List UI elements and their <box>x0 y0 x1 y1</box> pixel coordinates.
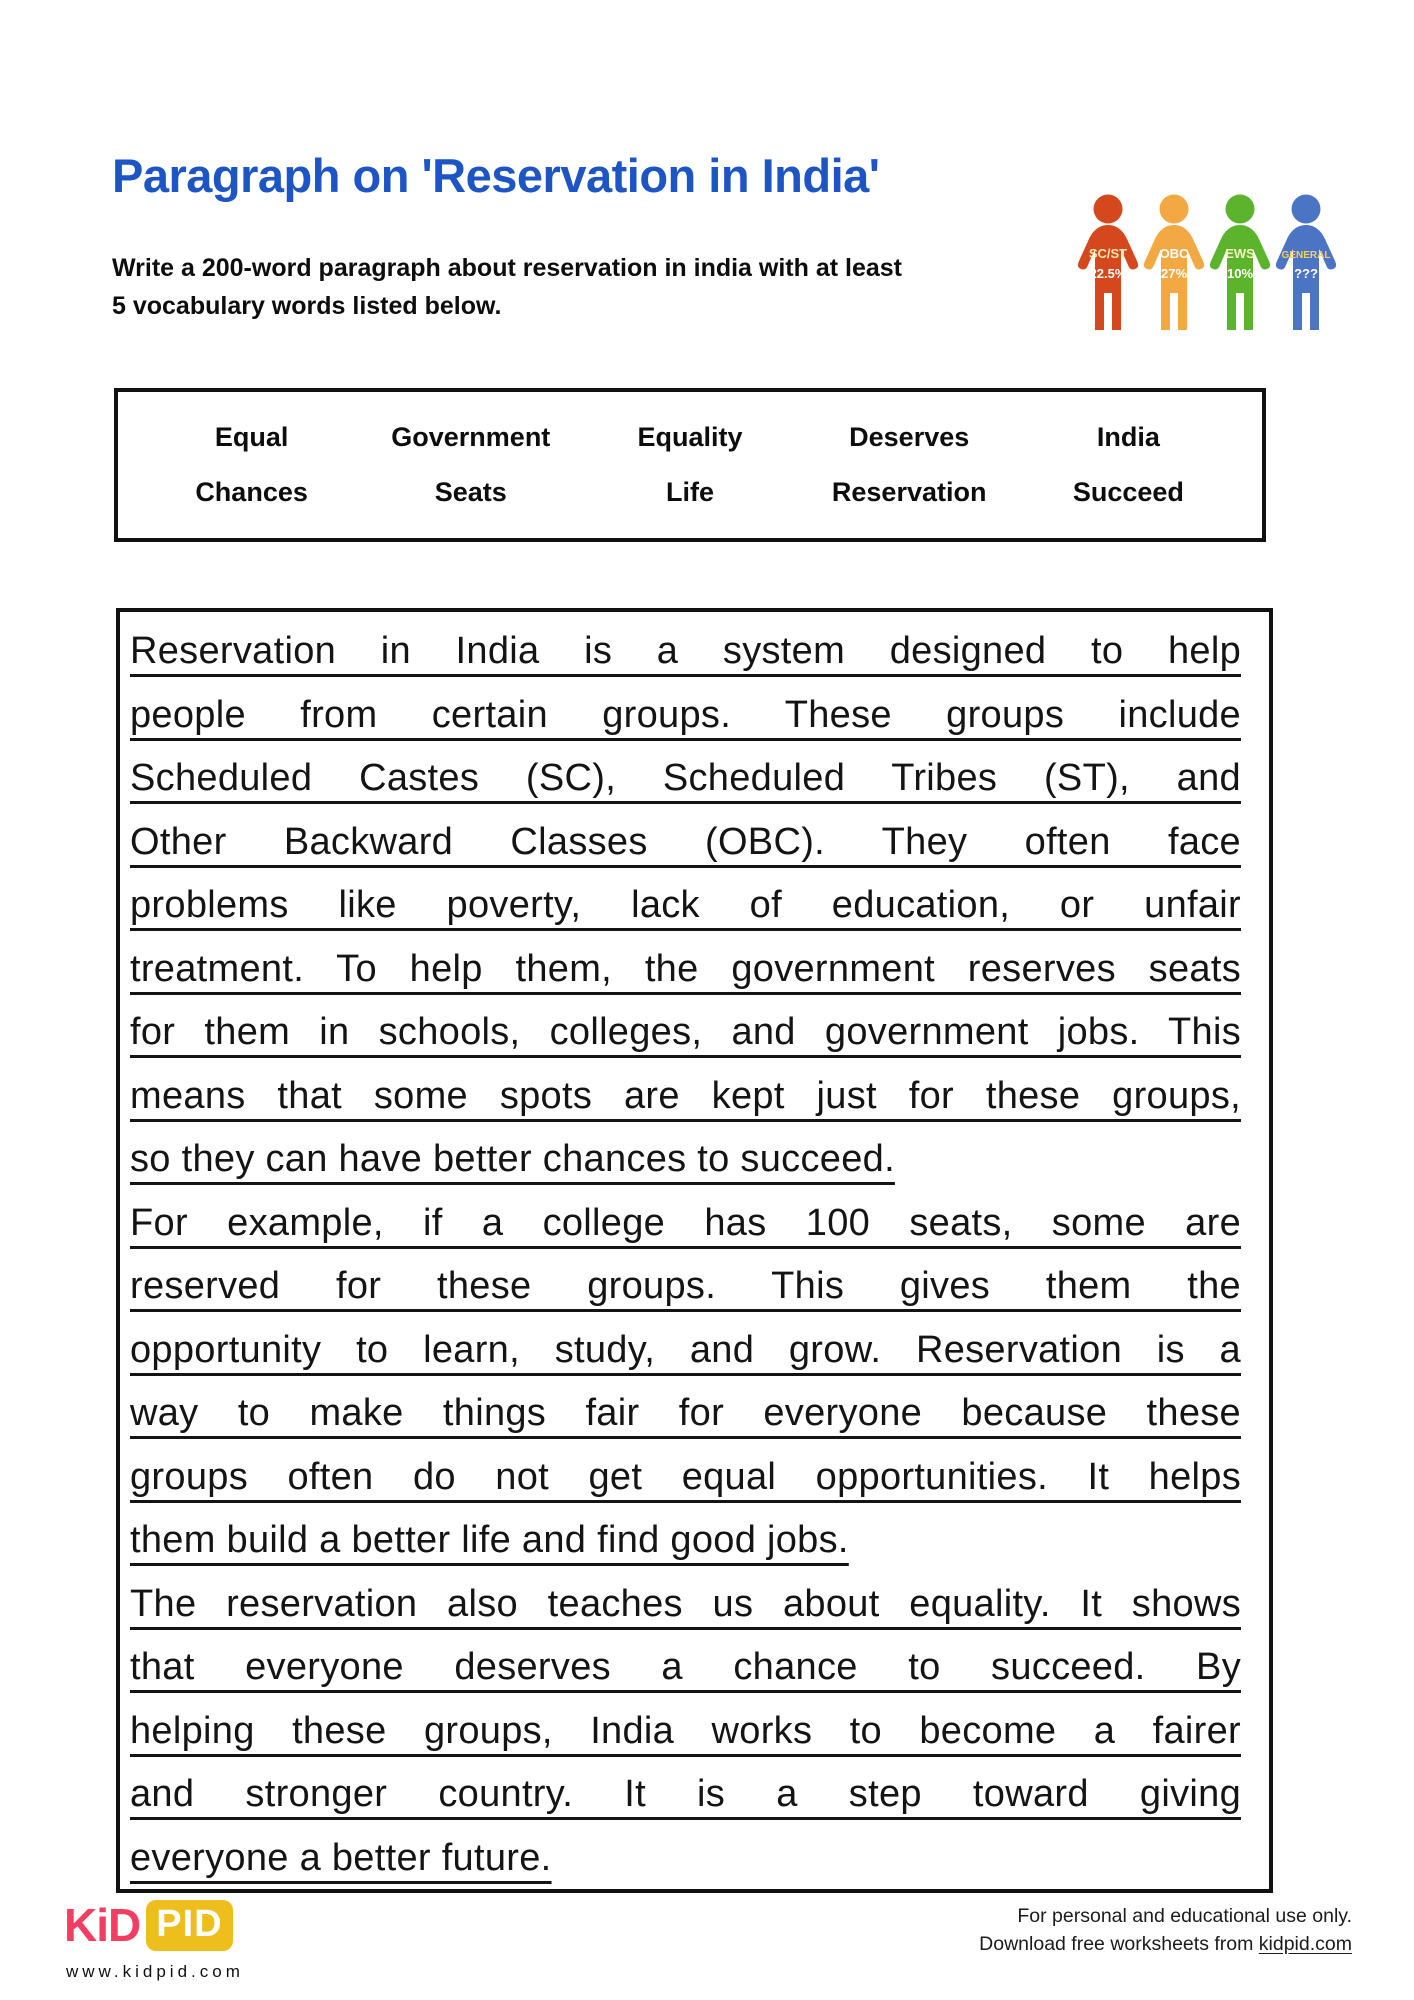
essay-line: people from certain groups. These groups include <box>130 693 1241 736</box>
kidpid-logo-pid-badge: PID <box>146 1900 232 1951</box>
essay-line: opportunity to learn, study, and grow. Reservation is a <box>130 1328 1241 1371</box>
instruction-line-1: Write a 200-word paragraph about reservation in india with at least <box>112 254 903 282</box>
essay-line: Other Backward Classes (OBC). They often face <box>130 820 1241 863</box>
essay-line: For example, if a college has 100 seats, some are <box>130 1201 1241 1244</box>
group-name-label: SC/ST <box>1088 246 1128 261</box>
vocab-word: Government <box>391 422 551 452</box>
essay-line: that everyone deserves a chance to succeed. By <box>130 1646 1241 1688</box>
group-percent-label: 27% <box>1160 266 1188 281</box>
essay-line: way to make things fair for everyone because these <box>130 1392 1241 1434</box>
essay-line: Reservation in India is a system designed to help <box>130 630 1241 672</box>
essay-line: and stronger country. It is a step toward giving <box>130 1773 1241 1815</box>
group-percent-label: ??? <box>1294 266 1318 281</box>
reservation-groups-illustration <box>1072 194 1360 336</box>
group-name-label: OBC <box>1159 246 1189 261</box>
vocab-word: India <box>1096 422 1160 452</box>
vocab-word: Chances <box>195 477 308 507</box>
usage-notice <box>979 1902 1352 1958</box>
page-title: Paragraph on 'Reservation in India' <box>112 149 880 202</box>
essay-line: helping these groups, India works to become a fairer <box>130 1709 1241 1752</box>
vocab-word: Succeed <box>1072 477 1184 507</box>
vocab-word: Reservation <box>831 477 987 507</box>
essay-answer-box <box>116 608 1273 1893</box>
vocabulary-word-bank <box>114 388 1266 542</box>
usage-notice-line-2-text: Download free worksheets from <box>979 1933 1259 1955</box>
website-url: www.kidpid.com <box>66 1962 244 1981</box>
vocab-word: Seats <box>434 477 507 507</box>
vocab-word: Life <box>665 477 714 507</box>
kidpid-logo-kid-text: KiD <box>64 1899 141 1951</box>
vocab-word: Deserves <box>849 422 970 452</box>
essay-line: Scheduled Castes (SC), Scheduled Tribes (ST), and <box>130 757 1241 799</box>
essay-line: treatment. To help them, the government reserves seats <box>130 947 1241 990</box>
group-percent-label: 10% <box>1226 266 1254 281</box>
kidpid-link[interactable]: kidpid.com <box>1258 1933 1352 1955</box>
essay-line: means that some spots are kept just for these groups, <box>130 1074 1241 1117</box>
essay-line: groups often do not get equal opportunities. It helps <box>130 1455 1241 1498</box>
instruction-text <box>112 249 902 325</box>
vocab-word: Equal <box>214 422 289 452</box>
usage-notice-line-1: For personal and educational use only. <box>1017 1905 1352 1927</box>
kidpid-logo <box>64 1898 233 1952</box>
group-percent-label: 22.5% <box>1089 266 1127 281</box>
vocab-word: Equality <box>637 422 743 452</box>
group-name-label: EWS <box>1225 246 1255 261</box>
essay-line: reserved for these groups. This gives them the <box>130 1265 1241 1307</box>
usage-notice-line-2 <box>979 1930 1352 1958</box>
person-icon-scst <box>1072 194 1144 334</box>
group-name-label: GENERAL <box>1281 250 1331 261</box>
essay-line: them build a better life and find good jobs. <box>130 1519 849 1561</box>
instruction-line-2: 5 vocabulary words listed below. <box>112 292 502 320</box>
essay-line: everyone a better future. <box>130 1836 552 1879</box>
essay-line: so they can have better chances to succeed. <box>130 1138 895 1180</box>
person-icon-obc <box>1138 194 1210 334</box>
essay-line: for them in schools, colleges, and government jobs. This <box>130 1011 1241 1053</box>
person-icon-ews <box>1204 194 1276 334</box>
person-icon-general <box>1270 194 1342 334</box>
essay-line: The reservation also teaches us about equality. It shows <box>130 1582 1241 1625</box>
essay-line: problems like poverty, lack of education, or unfair <box>130 884 1241 926</box>
